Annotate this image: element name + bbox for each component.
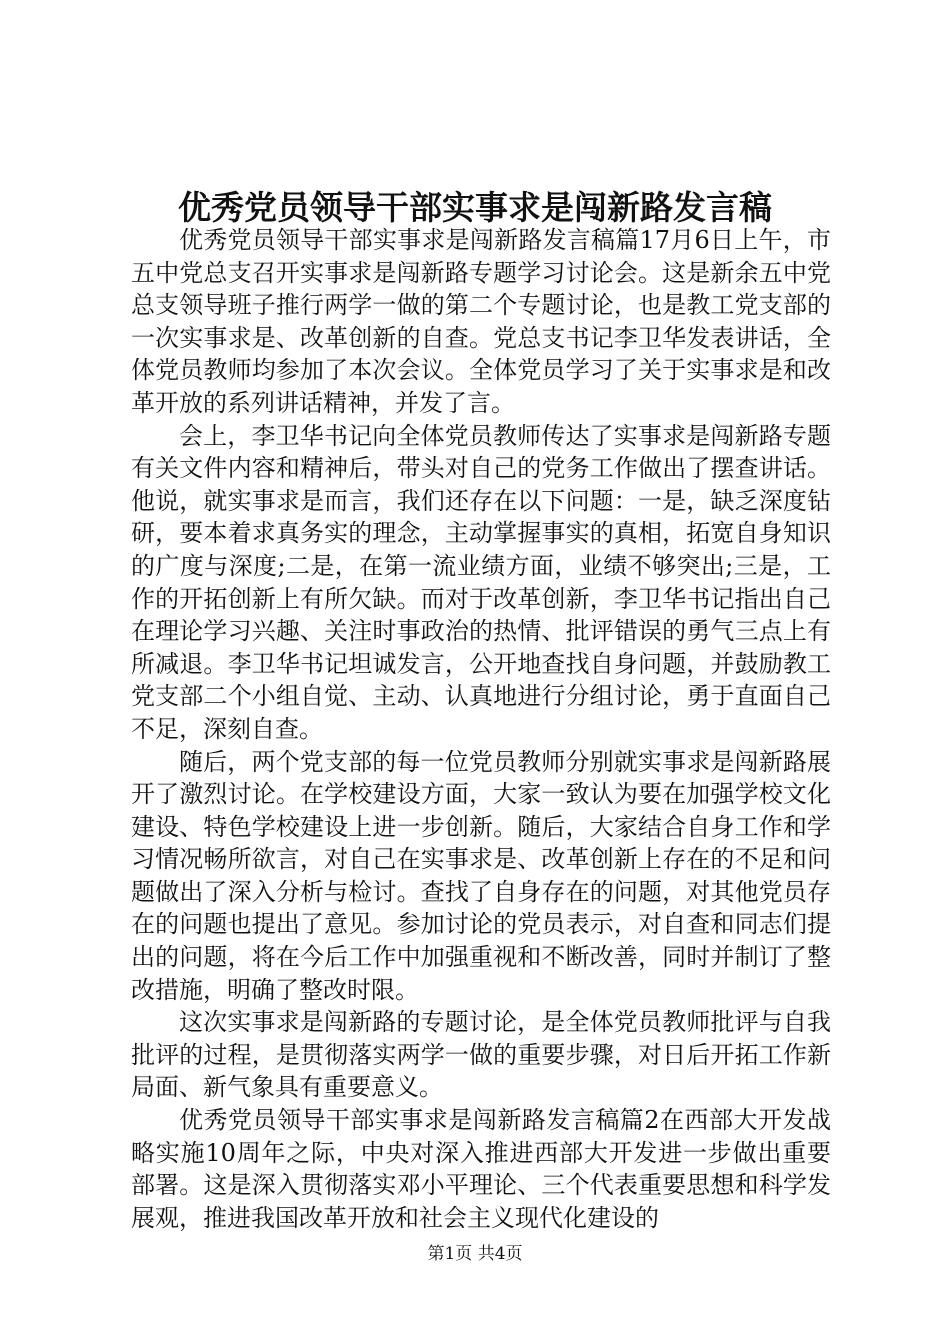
paragraph: 随后，两个党支部的每一位党员教师分别就实事求是闯新路展开了激烈讨论。在学校建设方面，大家一致认为要在加强学校文化建设、特色学校建设上进一步创新。随后，大家结合自身工作和学习情况畅所欲言，对自己在实事求是、改革创新上存在的不足和问题做出了深入分析与检讨。查找了自身存在的问题，对其他党员存在的问题也提出了意见。参加讨论的党员表示，对自查和同志们提出的问题，将在今后工作中加强重视和不断改善，同时并制订了整改措施，明确了整改时限。 xyxy=(131,747,831,1004)
paragraph: 这次实事求是闯新路的专题讨论，是全体党员教师批评与自我批评的过程，是贯彻落实两学一做的重要步骤，对日后开拓工作新局面、新气象具有重要意义。 xyxy=(131,1008,831,1102)
page-number-footer: 第1页 共4页 xyxy=(427,1244,523,1264)
document-body xyxy=(131,224,831,1234)
document-title: 优秀党员领导干部实事求是闯新路发言稿 xyxy=(178,188,772,227)
paragraph: 优秀党员领导干部实事求是闯新路发言稿篇17月6日上午，市五中党总支召开实事求是闯新路专题学习讨论会。这是新余五中党总支领导班子推行两学一做的第二个专题讨论，也是教工党支部的一次实事求是、改革创新的自查。党总支书记李卫华发表讲话，全体党员教师均参加了本次会议。全体党员学习了关于实事求是和改革开放的系列讲话精神，并发了言。 xyxy=(131,226,831,417)
paragraph: 优秀党员领导干部实事求是闯新路发言稿篇2在西部大开发战略实施10周年之际，中央对深入推进西部大开发进一步做出重要部署。这是深入贯彻落实邓小平理论、三个代表重要思想和科学发展观，推进我国改革开放和社会主义现代化建设的 xyxy=(131,1106,831,1232)
paragraph: 会上，李卫华书记向全体党员教师传达了实事求是闯新路专题有关文件内容和精神后，带头对自己的党务工作做出了摆查讲话。他说，就实事求是而言，我们还存在以下问题：一是，缺乏深度钻研，要本着求真务实的理念，主动掌握事实的真相，拓宽自身知识的广度与深度;二是，在第一流业绩方面，业绩不够突出;三是，工作的开拓创新上有所欠缺。而对于改革创新，李卫华书记指出自己在理论学习兴趣、关注时事政治的热情、批评错误的勇气三点上有所减退。李卫华书记坦诚发言，公开地查找自身问题，并鼓励教工党支部二个小组自觉、主动、认真地进行分组讨论，勇于直面自己不足，深刻自查。 xyxy=(131,421,831,743)
